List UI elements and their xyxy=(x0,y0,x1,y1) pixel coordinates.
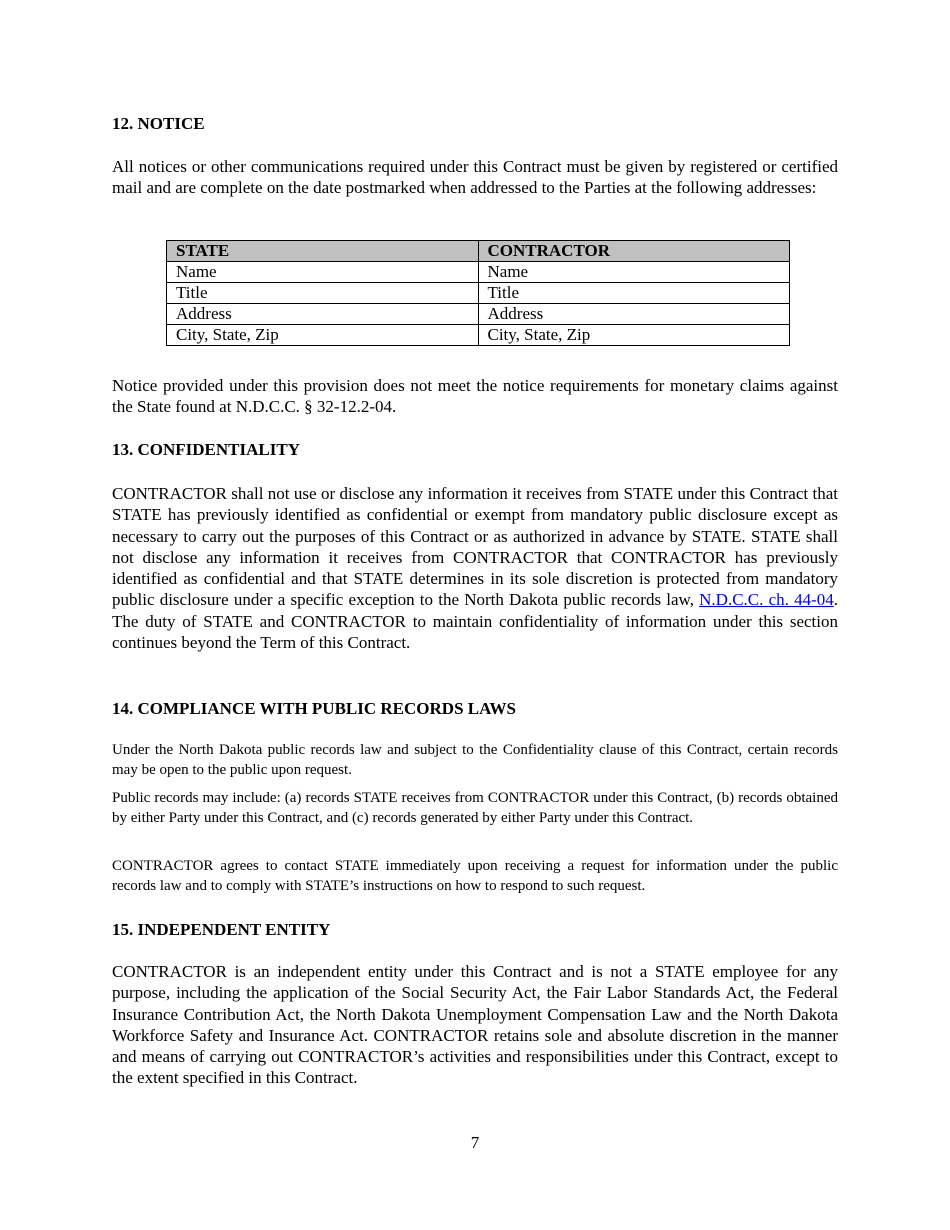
ndcc-44-04-link[interactable]: N.D.C.C. ch. 44-04 xyxy=(699,590,834,610)
table-row xyxy=(167,325,790,346)
table-row xyxy=(167,283,790,304)
section-13-text-before-link: CONTRACTOR shall not use or disclose any information it receives from STATE under this Contract that STATE has previously identified as confidential or exempt from mandatory public disclosure except as necessary to carry out the purposes of this Contract or as authorized in advance by STATE. STATE shall not disclose any information it receives from CONTRACTOR that CONTRACTOR has previously identified as confidential and that STATE determines in its sole discretion is protected from mandatory public disclosure under a specific exception to the North Dakota public records law, xyxy=(112,484,838,610)
section-12-paragraph-1: All notices or other communications required under this Contract must be given by registered or certified mail and are complete on the date postmarked when addressed to the Parties at the following addresses: xyxy=(112,157,838,198)
section-14-paragraph-3: CONTRACTOR agrees to contact STATE immediately upon receiving a request for information under the public records law and to comply with STATE’s instructions on how to respond to such request. xyxy=(112,858,838,894)
section-12-heading: 12. NOTICE xyxy=(112,114,205,133)
table-cell: Address xyxy=(478,304,790,325)
section-13-heading: 13. CONFIDENTIALITY xyxy=(112,440,300,459)
table-row xyxy=(167,304,790,325)
section-13-text-after-link: . The duty of STATE and CONTRACTOR to maintain confidentiality of information under this section continues beyond the Term of this Contract. xyxy=(112,590,838,653)
table-cell: Title xyxy=(167,283,479,304)
table-cell: Name xyxy=(167,262,479,283)
section-14-paragraph-1: Under the North Dakota public records law and subject to the Confidentiality clause of this Contract, certain records may be open to the public upon request. xyxy=(112,742,838,778)
section-14-paragraph-2: Public records may include: (a) records STATE receives from CONTRACTOR under this Contract, (b) records obtained by either Party under this Contract, and (c) records generated by either Party under this Contract. xyxy=(112,790,838,826)
section-13-paragraph xyxy=(112,483,838,653)
table-header-state: STATE xyxy=(167,241,479,262)
table-cell: Address xyxy=(167,304,479,325)
section-14-heading: 14. COMPLIANCE WITH PUBLIC RECORDS LAWS xyxy=(112,699,516,718)
table-cell: Name xyxy=(478,262,790,283)
table-header-contractor: CONTRACTOR xyxy=(478,241,790,262)
section-12-paragraph-2: Notice provided under this provision does not meet the notice requirements for monetary claims against the State found at N.D.C.C. § 32-12.2-04. xyxy=(112,376,838,417)
table-row xyxy=(167,262,790,283)
notice-address-table xyxy=(166,240,790,346)
section-15-heading: 15. INDEPENDENT ENTITY xyxy=(112,920,331,939)
table-cell: City, State, Zip xyxy=(167,325,479,346)
table-cell: City, State, Zip xyxy=(478,325,790,346)
table-cell: Title xyxy=(478,283,790,304)
section-15-paragraph: CONTRACTOR is an independent entity under this Contract and is not a STATE employee for any purpose, including the application of the Social Security Act, the Fair Labor Standards Act, the Federal Insurance Contribution Act, the North Dakota Unemployment Compensation Law and the North Dakota Workforce Safety and Insurance Act. CONTRACTOR retains sole and absolute discretion in the manner and means of carrying out CONTRACTOR’s activities and responsibilities under this Contract, except to the extent specified in this Contract. xyxy=(112,962,838,1088)
table-header-row xyxy=(167,241,790,262)
page-number: 7 xyxy=(470,1133,480,1152)
